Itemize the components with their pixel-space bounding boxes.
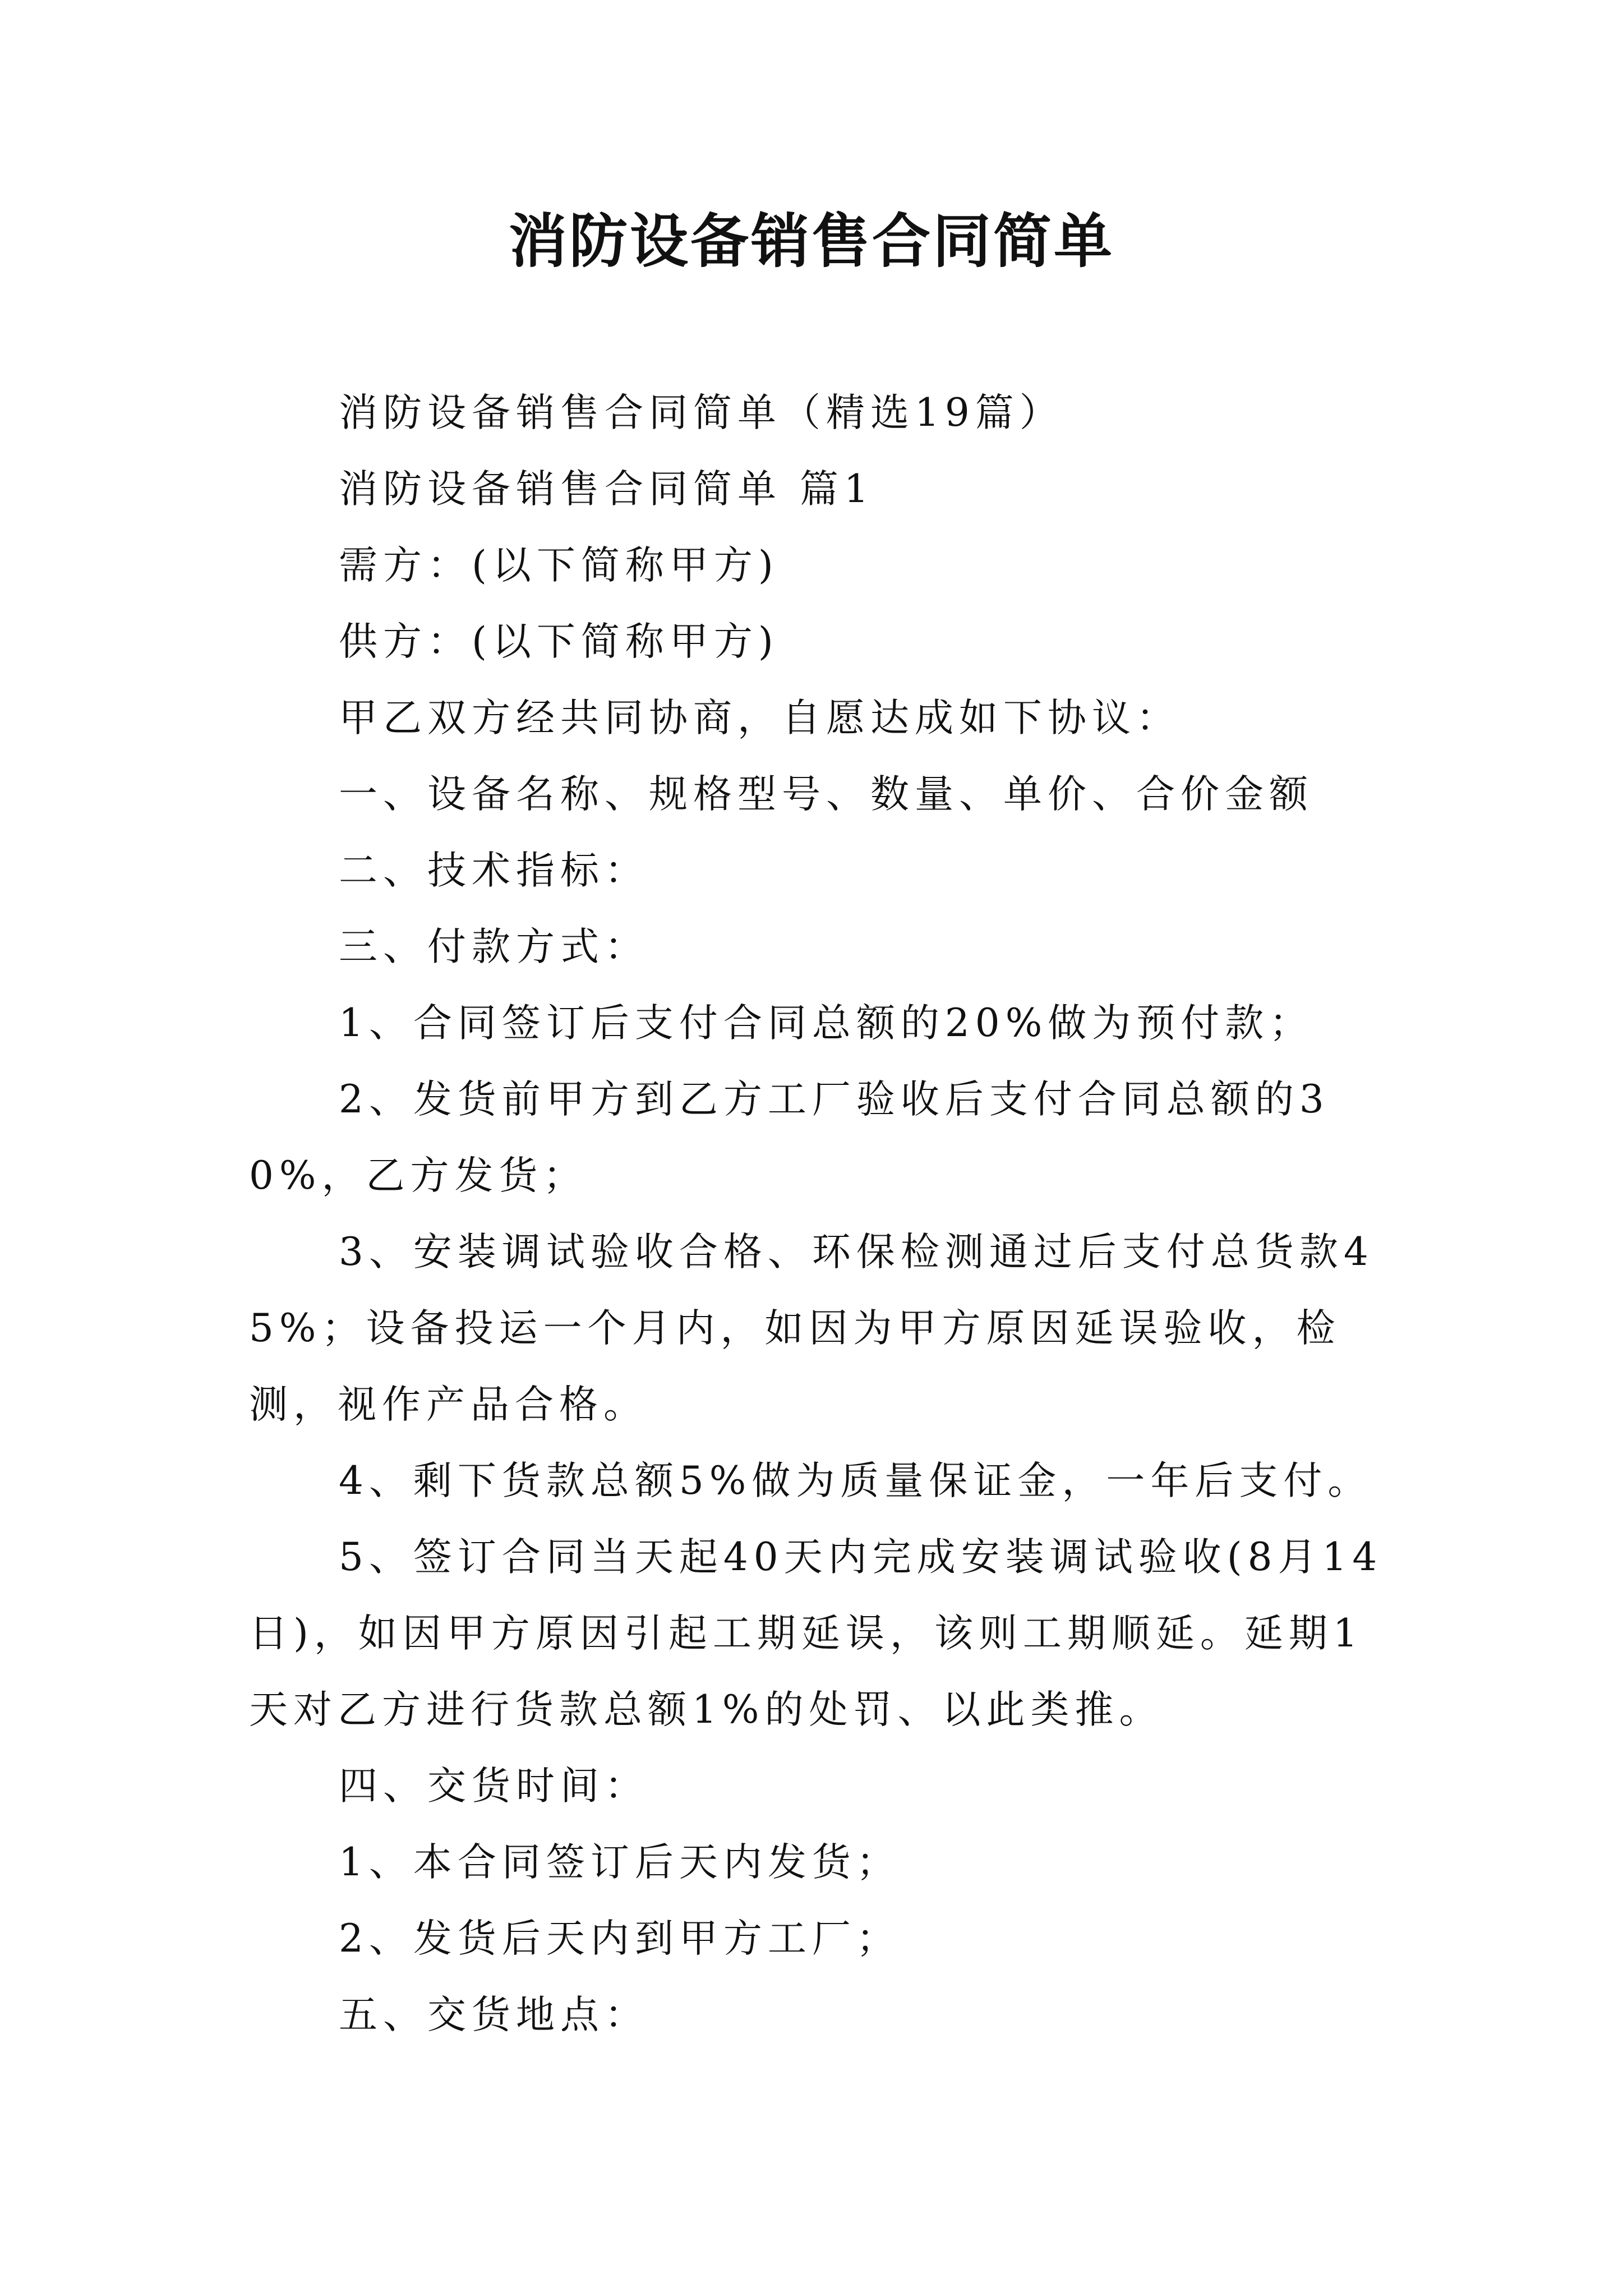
paragraph-clause-4: 四、交货时间：	[339, 1764, 649, 1809]
paragraph-clause-1: 一、设备名称、规格型号、数量、单价、合价金额	[339, 772, 1313, 817]
document-body	[249, 375, 1393, 2053]
paragraph-payment-2: 2、发货前甲方到乙方工厂验收后支付合同总额的30%，乙方发货；	[249, 1077, 1330, 1198]
paragraph-delivery-1: 1、本合同签订后天内发货；	[339, 1840, 901, 1885]
paragraph-payment-1: 1、合同签订后支付合同总额的20%做为预付款；	[339, 1001, 1314, 1046]
paragraph-clause-5: 五、交货地点：	[339, 1993, 649, 2037]
paragraph-agreement-intro: 甲乙双方经共同协商，自愿达成如下协议：	[339, 696, 1181, 740]
paragraph-payment-5: 5、签订合同当天起40天内完成安装调试验收(8月14日)，如因甲方原因引起工期延误，该则工期顺延。延期1天对乙方进行货款总额1%的处罚、以此类推。	[249, 1535, 1383, 1732]
paragraph-payment-4: 4、剩下货款总额5%做为质量保证金，一年后支付。	[339, 1458, 1372, 1503]
paragraph-clause-3: 三、付款方式：	[339, 924, 649, 969]
paragraph-buyer: 需方：(以下简称甲方)	[339, 543, 779, 588]
document-title: 消防设备销售合同简单	[508, 206, 1114, 275]
paragraph-section-heading: 消防设备销售合同简单 篇1	[339, 467, 874, 512]
paragraph-delivery-2: 2、发货后天内到甲方工厂；	[339, 1916, 901, 1961]
paragraph-subtitle: 消防设备销售合同简单（精选19篇）	[339, 390, 1064, 435]
paragraph-clause-2: 二、技术指标：	[339, 848, 649, 893]
paragraph-supplier: 供方：(以下简称甲方)	[339, 619, 779, 664]
paragraph-payment-3: 3、安装调试验收合格、环保检测通过后支付总货款45%；设备投运一个月内，如因为甲方原因延误验收，检测，视作产品合格。	[249, 1230, 1374, 1427]
